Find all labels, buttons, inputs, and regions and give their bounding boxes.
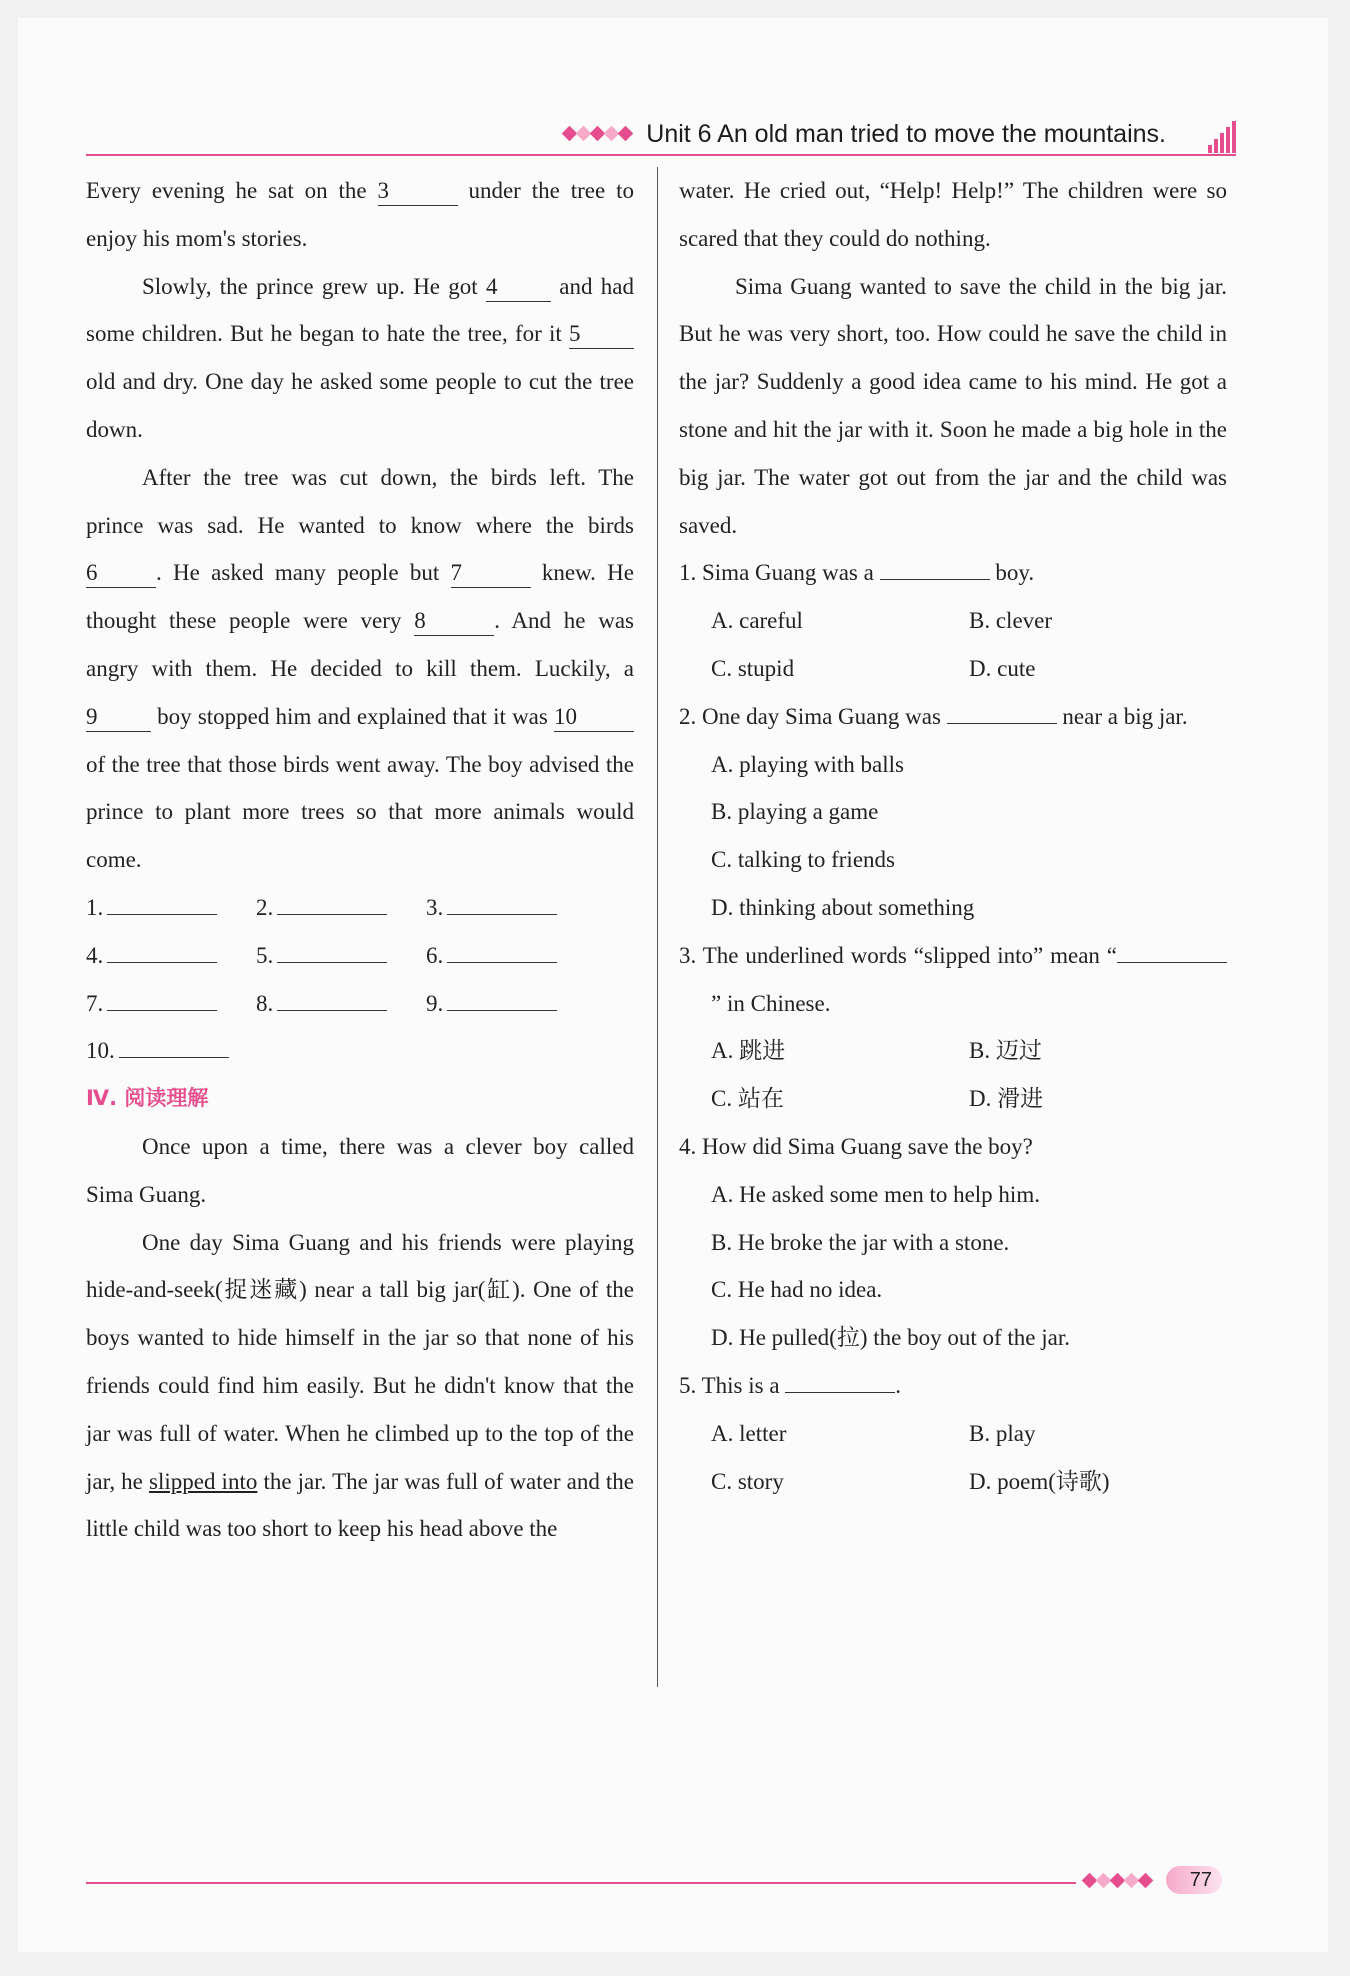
q5-option-d[interactable]: D. poem(诗歌) — [969, 1468, 1110, 1494]
answer-blank-q2[interactable] — [947, 723, 1057, 724]
blank-7[interactable]: 7 — [451, 559, 531, 588]
q3-option-a[interactable]: A. 跳进 — [711, 1038, 786, 1064]
question-2: 2. One day Sima Guang was near a big jar. A. playing with balls B. playing a game C. talking to friends D. thinking about something — [679, 693, 1227, 932]
passage-paragraph-3: After the tree was cut down, the birds left. The prince was sad. He wanted to know where the birds 6 . He asked many people but 7 knew. He thought these people were very 8 . And he was angry with them. He decided to kill them. Luckily, a 9 boy stopped him and explained that it was 10 of the tree that those birds went away. The boy advised the prince to plant more trees so that more animals would come. — [86, 464, 635, 873]
answer-blank-q1[interactable] — [880, 579, 990, 580]
q3-option-d[interactable]: D. 滑进 — [969, 1086, 1044, 1112]
story-paragraph-1: Once upon a time, there was a clever boy called Sima Guang. — [86, 1133, 634, 1207]
section-title-reading: Ⅳ. 阅读理解 — [86, 1086, 209, 1111]
answer-line-1[interactable]: 1. — [86, 884, 256, 932]
q4-option-a[interactable]: A. He asked some men to help him. — [711, 1181, 1040, 1207]
blank-4[interactable]: 4 — [486, 273, 551, 302]
q2-option-c[interactable]: C. talking to friends — [711, 847, 895, 873]
blank-8[interactable]: 8 — [414, 607, 494, 636]
diamond-ornament-icon — [564, 128, 631, 139]
q5-option-c[interactable]: C. story — [711, 1468, 784, 1494]
q1-option-a[interactable]: A. careful — [711, 608, 803, 634]
signal-bars-icon — [1208, 121, 1236, 153]
answer-line-2[interactable]: 2. — [256, 884, 426, 932]
story-paragraph-2: One day Sima Guang and his friends were playing hide-and-seek(捉迷藏) near a tall big jar(缸). One of the boys wanted to hide himself in the jar so that none of his friends could find him easily. But he didn't know that the jar was full of water. When he climbed up to the top of the jar, he slipped into the jar. The jar was full of water and the little child was too short to keep his head above the — [86, 1229, 635, 1542]
q5-option-a[interactable]: A. letter — [711, 1420, 787, 1446]
passage-paragraph-2: Slowly, the prince grew up. He got 4 and had some children. But he began to hate the tree, for it 5 old and dry. One day he asked some people to cut the tree down. — [86, 273, 635, 442]
blank-10[interactable]: 10 — [554, 703, 634, 732]
q4-option-c[interactable]: C. He had no idea. — [711, 1277, 883, 1303]
answer-line-8[interactable]: 8. — [256, 980, 426, 1028]
answer-line-5[interactable]: 5. — [256, 932, 426, 980]
q4-option-d[interactable]: D. He pulled(拉) the boy out of the jar. — [711, 1325, 1070, 1351]
question-4: 4. How did Sima Guang save the boy? A. He asked some men to help him. B. He broke the jar with a stone. C. He had no idea. D. He pulled(拉) the boy out of the jar. — [679, 1123, 1227, 1362]
q5-option-b[interactable]: B. play — [969, 1420, 1036, 1446]
answer-blank-q3[interactable] — [1117, 962, 1227, 963]
answer-line-10[interactable]: 10. — [86, 1027, 256, 1075]
right-column — [679, 167, 1227, 1505]
unit-title: Unit 6 An old man tried to move the mountains. — [646, 120, 1166, 148]
q2-option-b[interactable]: B. playing a game — [711, 799, 879, 825]
page-header — [86, 120, 1236, 156]
q3-option-c[interactable]: C. 站在 — [711, 1086, 784, 1112]
q2-option-d[interactable]: D. thinking about something — [711, 894, 975, 920]
passage-paragraph-1: Every evening he sat on the 3 under the tree to enjoy his mom's stories. — [86, 178, 635, 251]
q4-option-b[interactable]: B. He broke the jar with a stone. — [711, 1229, 1010, 1255]
blank-6[interactable]: 6 — [86, 559, 156, 588]
question-5: 5. This is a . A. letter B. play C. story D. poem(诗歌) — [679, 1362, 1227, 1505]
q1-option-c[interactable]: C. stupid — [711, 655, 795, 681]
answer-line-3[interactable]: 3. — [426, 884, 596, 932]
q2-option-a[interactable]: A. playing with balls — [711, 751, 904, 777]
answer-blank-q5[interactable] — [785, 1392, 895, 1393]
blank-3[interactable]: 3 — [378, 177, 458, 206]
underlined-phrase: slipped into — [149, 1468, 258, 1494]
question-1: 1. Sima Guang was a boy. A. careful B. clever C. stupid D. cute — [679, 549, 1227, 692]
footer-rule — [86, 1882, 1076, 1884]
answer-lines — [86, 884, 634, 1075]
header-rule — [86, 154, 1236, 156]
page-footer — [86, 1862, 1236, 1898]
story-paragraph-3: Sima Guang wanted to save the child in the big jar. But he was very short, too. How could he save the child in the jar? Suddenly a good idea came to his mind. He got a stone and hit the jar with it. Soon he made a big hole in the big jar. The water got out from the jar and the child was saved. — [679, 273, 1227, 538]
q1-option-d[interactable]: D. cute — [969, 655, 1036, 681]
q1-option-b[interactable]: B. clever — [969, 608, 1053, 634]
answer-line-6[interactable]: 6. — [426, 932, 596, 980]
diamond-ornament-icon — [1084, 1875, 1151, 1886]
answer-line-7[interactable]: 7. — [86, 980, 256, 1028]
blank-5[interactable]: 5 — [569, 320, 634, 349]
question-3: 3. The underlined words “slipped into” mean “” in Chinese. A. 跳进 B. 迈过 C. 站在 D. 滑进 — [679, 932, 1227, 1123]
page-number: 77 — [1166, 1866, 1222, 1894]
story-continuation: water. He cried out, “Help! Help!” The children were so scared that they could do nothing. — [679, 178, 1227, 251]
left-column — [86, 167, 634, 1553]
q3-option-b[interactable]: B. 迈过 — [969, 1038, 1042, 1064]
column-divider — [657, 167, 658, 1687]
answer-line-4[interactable]: 4. — [86, 932, 256, 980]
blank-9[interactable]: 9 — [86, 703, 151, 732]
answer-line-9[interactable]: 9. — [426, 980, 596, 1028]
